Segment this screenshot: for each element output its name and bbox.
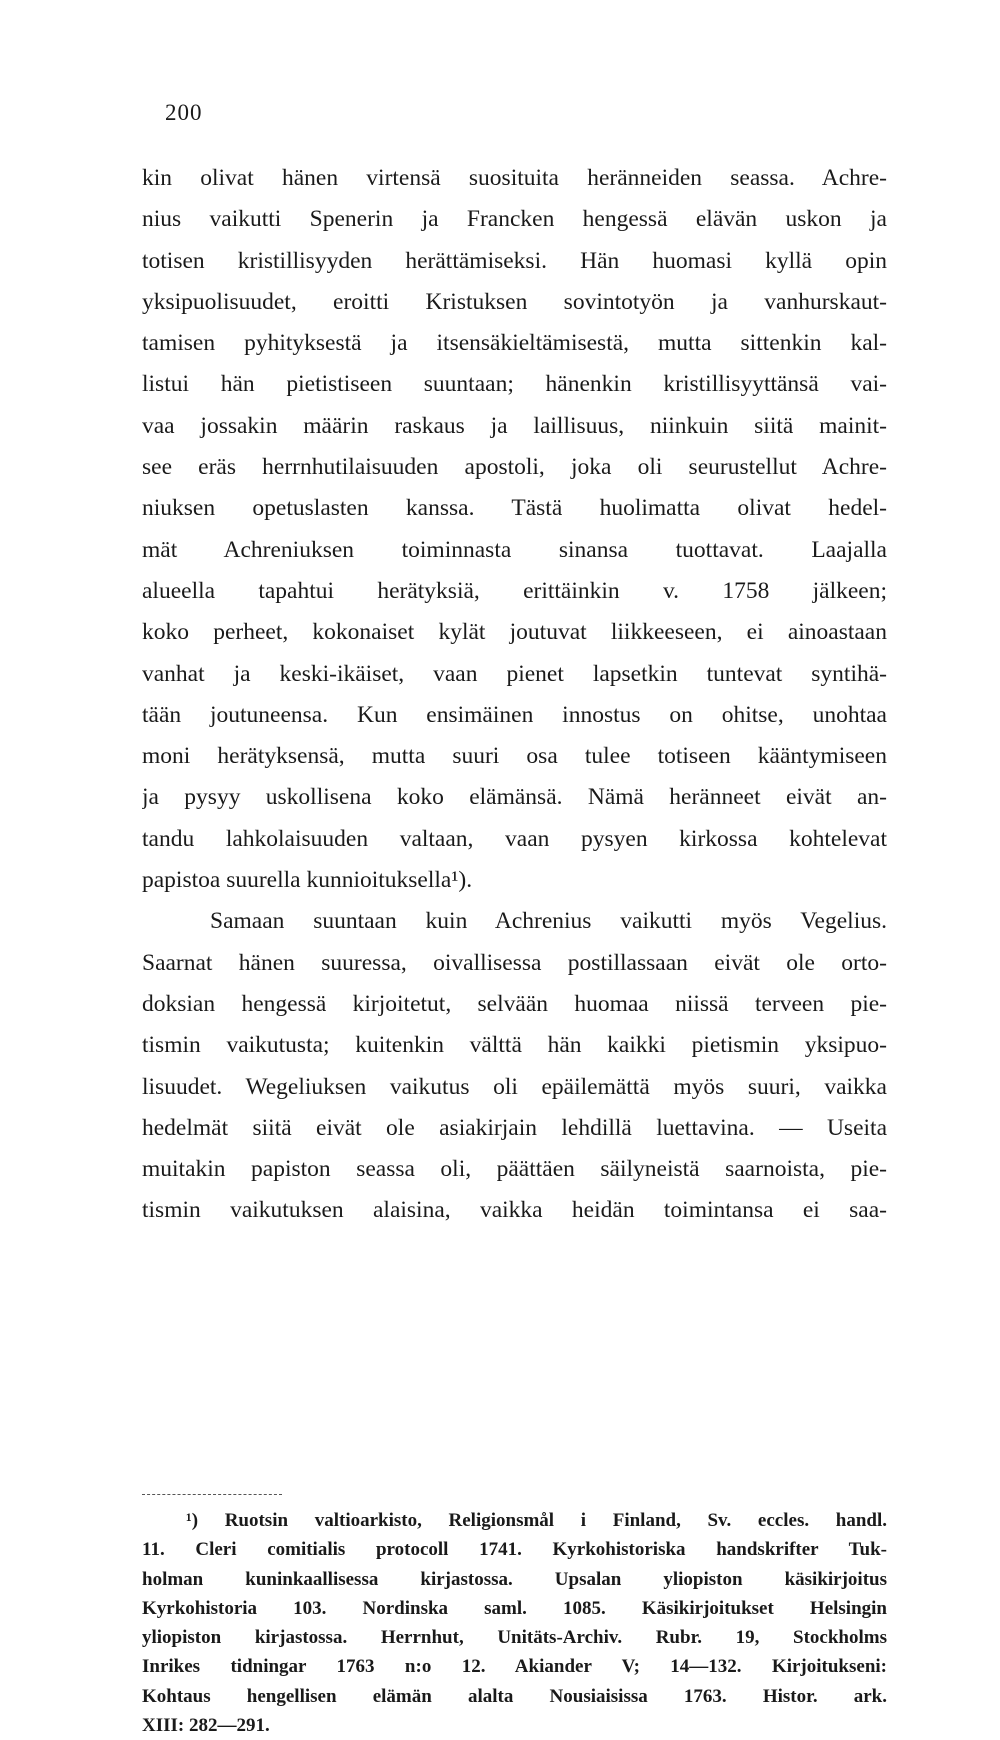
text-line: totisen kristillisyyden herättämiseksi. Hän huomasi kyllä opin bbox=[142, 247, 887, 274]
text-line: mät Achreniuksen toiminnasta sinansa tuottavat. Laajalla bbox=[142, 536, 887, 563]
text-line: tamisen pyhityksestä ja itsensäkieltämisestä, mutta sittenkin kal- bbox=[142, 330, 887, 357]
page-number: 200 bbox=[165, 100, 203, 125]
footnote-line: Inrikes tidningar 1763 n:o 12. Akiander V; 14—132. Kirjoitukseni: bbox=[142, 1656, 887, 1678]
paragraph-2 bbox=[142, 901, 887, 1231]
text-line: moni herätyksensä, mutta suuri osa tulee totiseen kääntymiseen bbox=[142, 743, 887, 770]
text-line: Saarnat hänen suuressa, oivallisessa postillassaan eivät ole orto- bbox=[142, 949, 887, 976]
text-line: papistoa suurella kunnioituksella¹). bbox=[142, 867, 473, 894]
footnote-line: XIII: 282—291. bbox=[142, 1715, 270, 1737]
text-line: lisuudet. Wegeliuksen vaikutus oli epäilemättä myös suuri, vaikka bbox=[142, 1073, 887, 1100]
body-text bbox=[142, 158, 887, 1232]
text-line: tandu lahkolaisuuden valtaan, vaan pysyen kirkossa kohtelevat bbox=[142, 825, 887, 852]
text-line: kin olivat hänen virtensä suosituita heränneiden seassa. Achre- bbox=[142, 165, 887, 191]
footnote-line: yliopiston kirjastossa. Herrnhut, Unitäts-Archiv. Rubr. 19, Stockholms bbox=[142, 1627, 887, 1649]
text-line: koko perheet, kokonaiset kylät joutuvat liikkeeseen, ei ainoastaan bbox=[142, 619, 887, 646]
text-line: tismin vaikutuksen alaisina, vaikka heidän toimintansa ei saa- bbox=[142, 1197, 887, 1224]
footnote-line: ¹) Ruotsin valtioarkisto, Religionsmål i Finland, Sv. eccles. handl. bbox=[186, 1510, 887, 1531]
text-line: listui hän pietistiseen suuntaan; hänenkin kristillisyyttänsä vai- bbox=[142, 371, 887, 398]
text-line: vanhat ja keski-ikäiset, vaan pienet lapsetkin tuntevat syntihä- bbox=[142, 660, 887, 687]
text-line: tismin vaikutusta; kuitenkin välttä hän kaikki pietismin yksipuo- bbox=[142, 1032, 887, 1059]
footnote-line: Kyrkohistoria 103. Nordinska saml. 1085. Käsikirjoitukset Helsingin bbox=[142, 1597, 887, 1619]
text-line: vaa jossakin määrin raskaus ja laillisuus, niinkuin siitä mainit- bbox=[142, 412, 887, 439]
text-line: alueella tapahtui herätyksiä, erittäinkin v. 1758 jälkeen; bbox=[142, 577, 887, 604]
text-line: Samaan suuntaan kuin Achrenius vaikutti myös Vegelius. bbox=[210, 908, 887, 935]
text-line: tään joutuneensa. Kun ensimäinen innostus on ohitse, unohtaa bbox=[142, 701, 887, 728]
text-line: see eräs herrnhutilaisuuden apostoli, joka oli seurustellut Achre- bbox=[142, 454, 887, 481]
text-line: hedelmät siitä eivät ole asiakirjain lehdillä luettavina. — Useita bbox=[142, 1114, 887, 1141]
paragraph-1 bbox=[142, 158, 887, 901]
footnote-line: holman kuninkaallisessa kirjastossa. Upsalan yliopiston käsikirjoitus bbox=[142, 1568, 887, 1590]
footnote-divider bbox=[142, 1494, 282, 1495]
text-line: nius vaikutti Spenerin ja Francken hengessä elävän uskon ja bbox=[142, 206, 887, 233]
text-line: niuksen opetuslasten kanssa. Tästä huolimatta olivat hedel- bbox=[142, 495, 887, 522]
text-line: muitakin papiston seassa oli, päättäen säilyneistä saarnoista, pie- bbox=[142, 1156, 887, 1183]
text-line: ja pysyy uskollisena koko elämänsä. Nämä heränneet eivät an- bbox=[142, 784, 887, 811]
text-line: doksian hengessä kirjoitetut, selvään huomaa niissä terveen pie- bbox=[142, 990, 887, 1017]
footnote-line: Kohtaus hengellisen elämän alalta Nousiaisissa 1763. Histor. ark. bbox=[142, 1685, 887, 1707]
footnote-line: 11. Cleri comitialis protocoll 1741. Kyrkohistoriska handskrifter Tuk- bbox=[142, 1539, 887, 1561]
text-line: yksipuolisuudet, eroitti Kristuksen sovintotyön ja vanhurskaut- bbox=[142, 288, 887, 315]
footnotes bbox=[142, 1506, 887, 1740]
